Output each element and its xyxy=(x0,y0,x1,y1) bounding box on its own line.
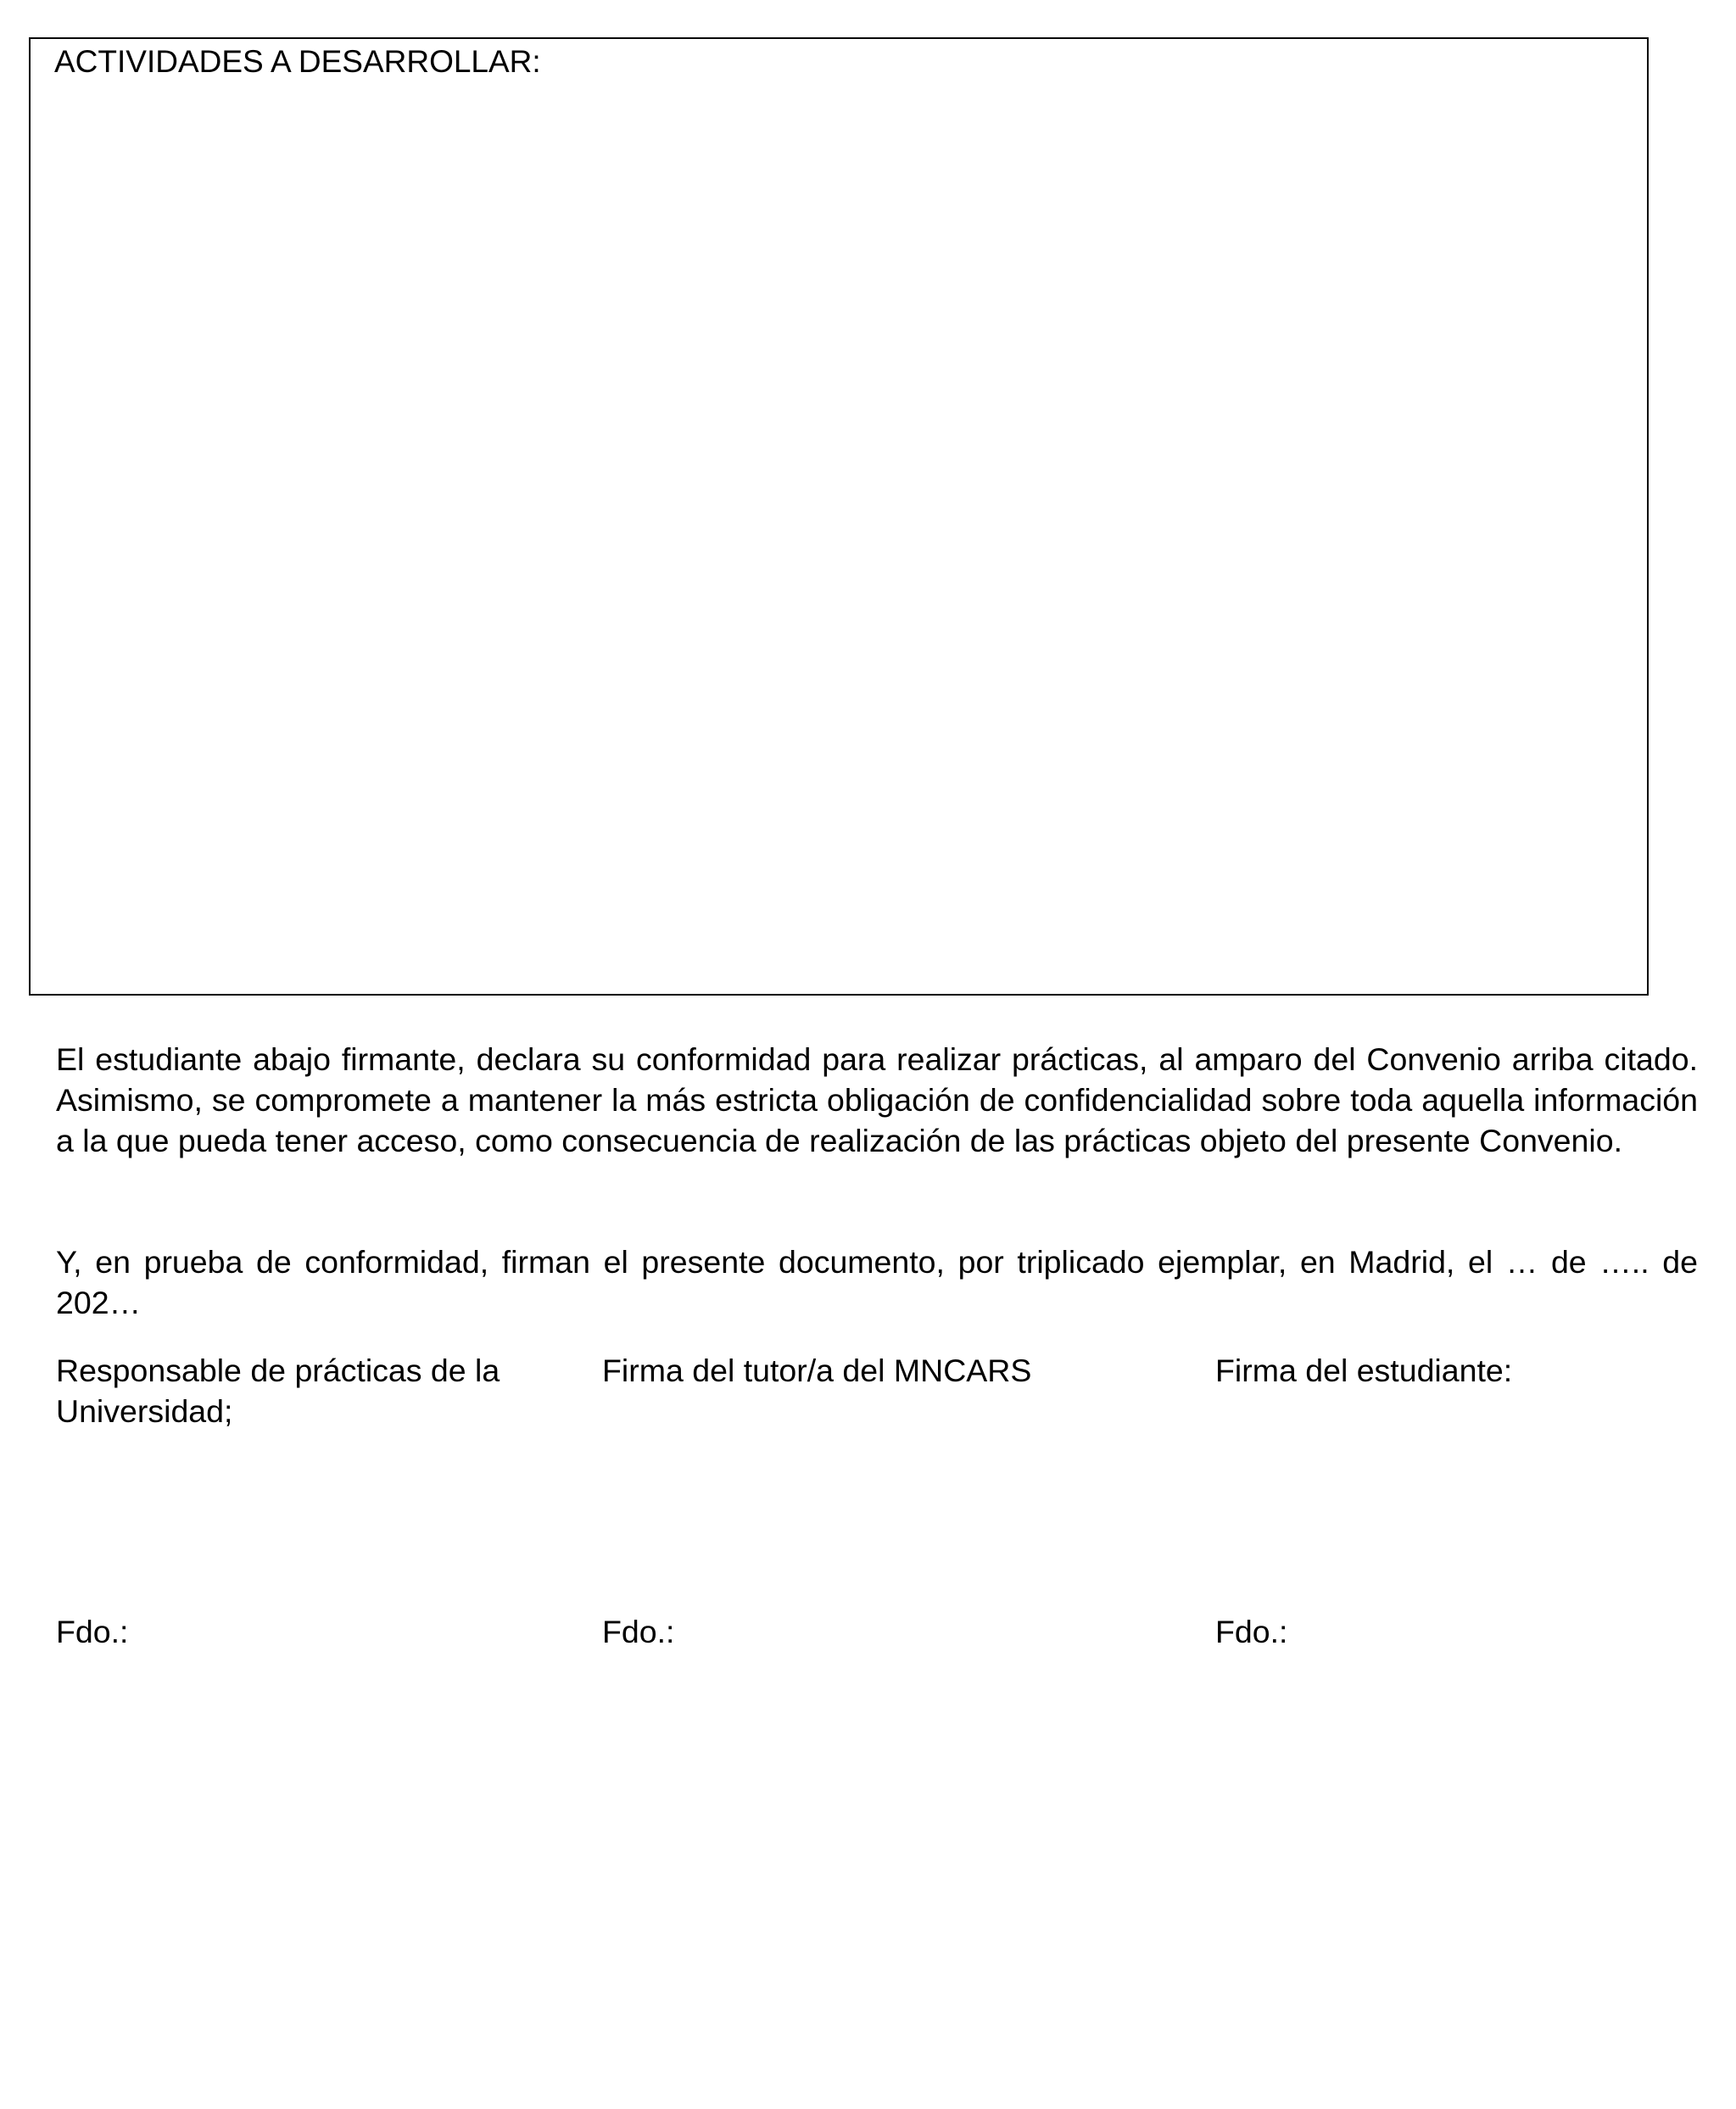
signature-title-tutor: Firma del tutor/a del MNCARS xyxy=(602,1353,1032,1388)
proof-paragraph: Y, en prueba de conformidad, firman el presente documento, por triplicado ejemplar, en Madrid, el … de ….. de 202… xyxy=(56,1244,1698,1320)
conformity-paragraph: El estudiante abajo firmante, declara su conformidad para realizar prácticas, al amparo del Convenio arriba citado. Asimismo, se compromete a mantener la más estricta obligación de confidencialidad sobre toda aquella información a la que pueda tener acceso, como consecuencia de realización de las prácticas objeto del presente Convenio. xyxy=(56,1041,1698,1158)
signature-fdo-university: Fdo.: xyxy=(56,1614,129,1649)
activities-box[interactable] xyxy=(29,37,1649,996)
activities-label: ACTIVIDADES A DESARROLLAR: xyxy=(54,44,541,79)
signature-title-student: Firma del estudiante: xyxy=(1215,1353,1513,1388)
signature-fdo-student: Fdo.: xyxy=(1215,1614,1288,1649)
signature-fdo-tutor: Fdo.: xyxy=(602,1614,675,1649)
signature-title-university: Responsable de prácticas de la Universidad; xyxy=(56,1353,500,1429)
